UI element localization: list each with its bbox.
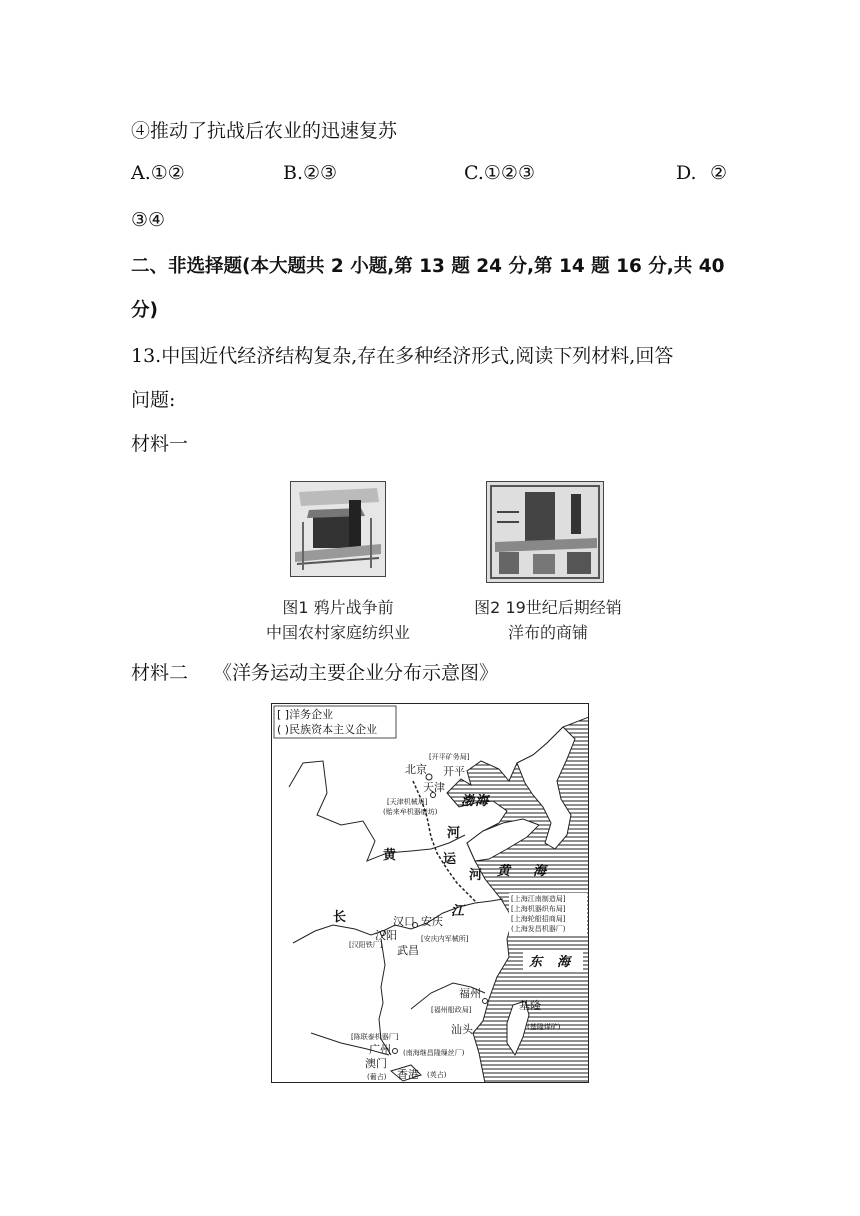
label-macao-note: (葡占) (367, 1073, 387, 1081)
figure-2-caption-line2: 洋布的商铺 (507, 623, 588, 642)
label-shanghai-4: (上海发昌机器厂) (511, 925, 566, 933)
label-donghai-1: 东 (529, 955, 543, 970)
label-shanghai-3: [上海轮船招商局] (511, 915, 566, 923)
label-guangzhou: 广州 (369, 1043, 391, 1056)
label-shanghai-2: [上海机器织布局] (511, 905, 566, 913)
figure-1-image (290, 481, 386, 577)
figure-2-caption-line1: 图2 19世纪后期经销 (474, 598, 622, 617)
option-a: A.①② (131, 162, 185, 184)
label-donghai-2: 海 (557, 955, 571, 970)
section-heading-cont: 分) (131, 300, 158, 321)
label-jilong-mine: (基隆煤矿) (527, 1023, 561, 1031)
legend-yangwu: [ ]洋务企业 (277, 708, 334, 721)
figure-1-caption (238, 595, 438, 643)
label-kaiping-mine: [开平矿务局] (429, 753, 470, 761)
option-d-part1: ② (710, 162, 728, 184)
label-kaiping: 开平 (443, 765, 465, 778)
label-tianjin-mill: (贻来牟机器磨坊) (383, 808, 438, 816)
label-jiang: 江 (451, 904, 465, 919)
label-bohai-1: 渤 (461, 794, 475, 809)
question-item-4: ④推动了抗战后农业的迅速复苏 (131, 120, 398, 142)
label-nanhai: (南海继昌隆缫丝厂) (403, 1049, 465, 1057)
label-chang: 长 (333, 910, 347, 925)
legend-minzu: ( )民族资本主义企业 (277, 723, 378, 736)
material-2-title: 《洋务运动主要企业分布示意图》 (213, 662, 499, 684)
label-shanghai-1: [上海江南制造局] (511, 895, 566, 903)
label-fuzhou-bureau: [福州船政局] (431, 1006, 472, 1014)
label-huang-river: 黄 (383, 848, 397, 863)
label-guangzhou-factory: [陈联泰机器厂] (351, 1033, 399, 1041)
question-13: 13.中国近代经济结构复杂,存在多种经济形式,阅读下列材料,回答 (131, 345, 674, 367)
section-heading: 二、非选择题(本大题共 2 小题,第 13 题 24 分,第 14 题 16 分,共 40 (131, 256, 725, 277)
label-anqing-arsenal: [安庆内军械所] (421, 935, 469, 943)
label-huanghai-1: 黄 (497, 864, 511, 879)
option-c: C.①②③ (464, 162, 535, 184)
figure-1-caption-line1: 图1 鸦片战争前 (282, 598, 394, 617)
label-huanghai-2: 海 (533, 864, 547, 879)
label-tianjin: 天津 (423, 781, 445, 794)
label-canal-2: 运 (443, 852, 457, 867)
label-bohai-2: 海 (475, 794, 489, 809)
material-1-label: 材料一 (131, 433, 189, 455)
figure-2-caption (448, 595, 648, 643)
label-fuzhou: 福州 (459, 987, 481, 1000)
option-d-prefix: D. (676, 162, 697, 184)
label-canal-1: 河 (447, 826, 461, 841)
material-2-label: 材料二 (131, 662, 189, 684)
label-hk-note: (英占) (427, 1071, 447, 1079)
yangwu-enterprises-map (271, 703, 589, 1083)
label-wuchang: 武昌 (397, 944, 419, 957)
label-hanyang: 汉阳 (375, 929, 397, 942)
label-hankou: 汉口 (393, 915, 415, 928)
figure-1-caption-line2: 中国农村家庭纺织业 (265, 623, 410, 642)
label-anqing: 安庆 (421, 915, 443, 928)
label-macao: 澳门 (365, 1057, 387, 1070)
label-tianjin-factory: [天津机械局] (387, 798, 428, 806)
question-13-cont: 问题: (131, 389, 176, 411)
label-hanyang-iron: [汉阳铁厂] (349, 941, 383, 949)
option-d-part2: ③④ (131, 209, 166, 231)
label-canal-3: 河 (469, 868, 483, 883)
label-shantou: 汕头 (451, 1023, 473, 1036)
option-b: B.②③ (283, 162, 338, 184)
figure-2-image (486, 481, 604, 583)
label-jilong: 基隆 (519, 999, 541, 1012)
label-beijing: 北京 (405, 763, 427, 776)
label-hongkong: 香港 (397, 1068, 419, 1081)
